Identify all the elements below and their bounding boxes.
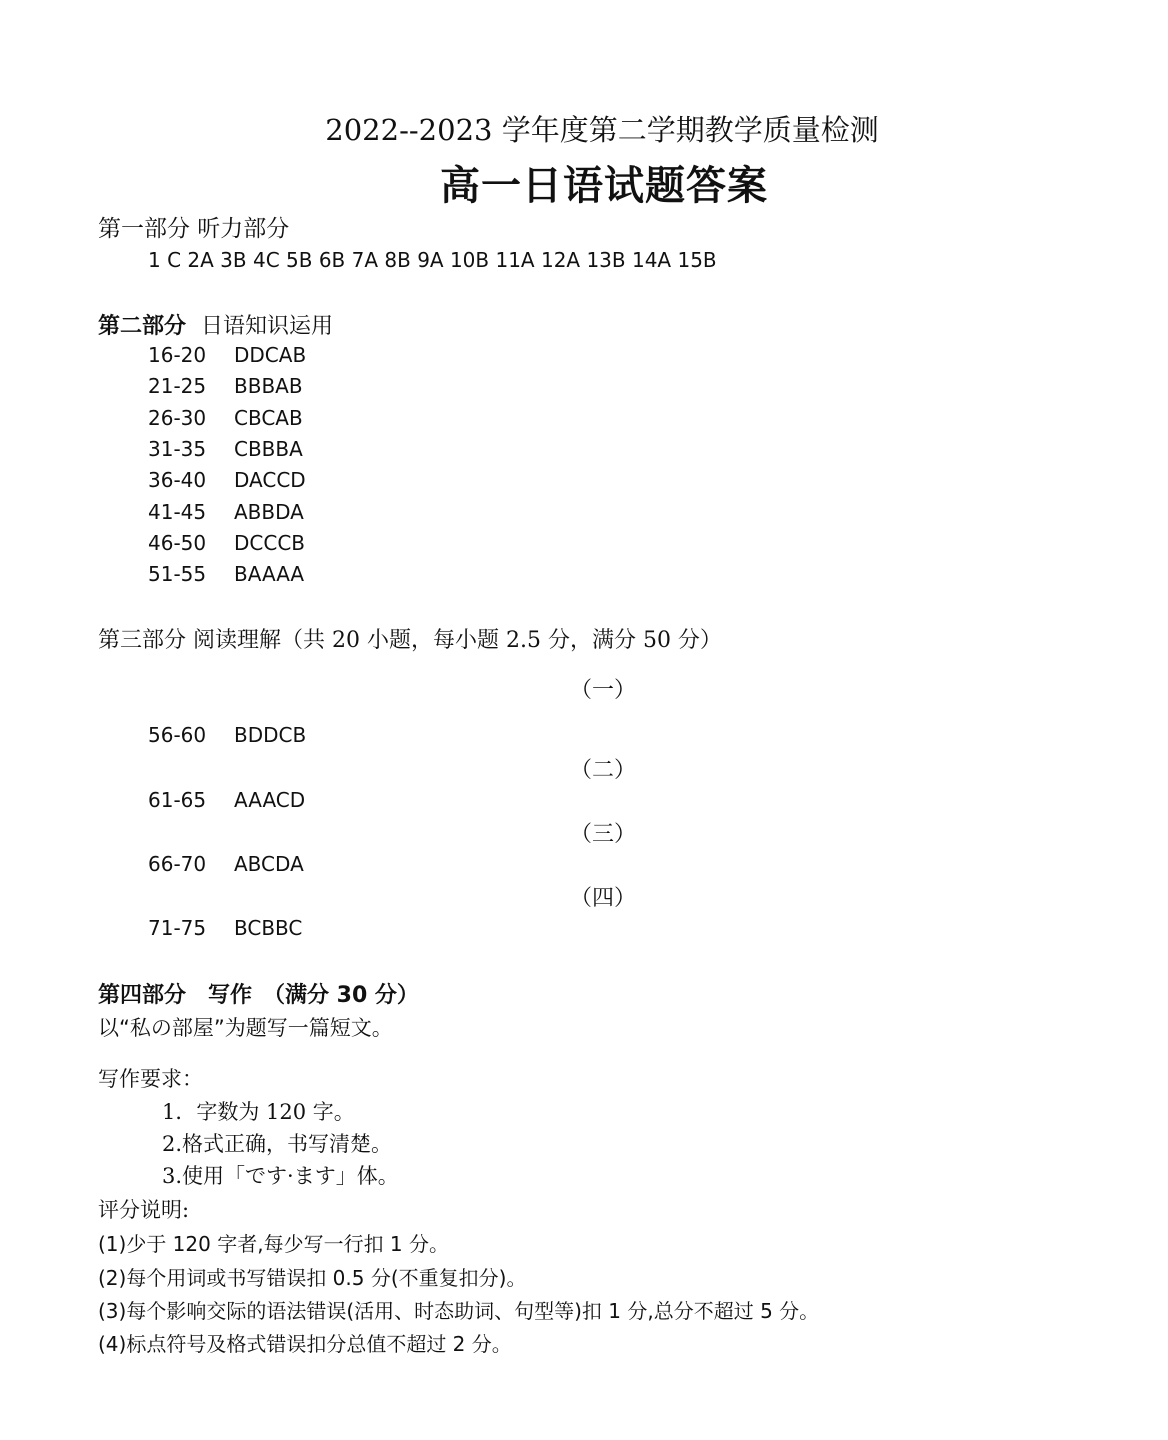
answer-value: BAAAA bbox=[234, 562, 305, 586]
answer-value: DCCCB bbox=[234, 531, 306, 555]
answer-value: CBBBA bbox=[234, 437, 303, 461]
part2-heading-text: 日语知识运用 bbox=[201, 314, 334, 339]
requirements-title: 写作要求： bbox=[98, 1067, 203, 1091]
answer-range: 66-70 bbox=[148, 852, 207, 876]
answer-value: CBCAB bbox=[234, 406, 303, 430]
answer-row bbox=[148, 374, 303, 398]
part1-heading: 第一部分 听力部分 bbox=[98, 216, 290, 242]
answer-row bbox=[148, 916, 302, 940]
answer-range: 61-65 bbox=[148, 788, 207, 812]
answer-range: 26-30 bbox=[148, 406, 207, 430]
answer-row bbox=[148, 437, 303, 461]
requirement-item: 1．字数为 120 字。 bbox=[162, 1100, 355, 1124]
answer-row bbox=[148, 406, 303, 430]
answer-range: 16-20 bbox=[148, 343, 207, 367]
reading-group-label: （四） bbox=[569, 886, 636, 911]
part2-heading-label: 第二部分 bbox=[98, 314, 187, 339]
scoring-item: (2)每个用词或书写错误扣 0.5 分(不重复扣分)。 bbox=[98, 1266, 527, 1290]
answer-range: 41-45 bbox=[148, 500, 207, 524]
answer-value: BCBBC bbox=[234, 916, 303, 940]
scoring-item: (4)标点符号及格式错误扣分总值不超过 2 分。 bbox=[98, 1332, 512, 1356]
answer-range: 51-55 bbox=[148, 562, 207, 586]
scoring-item: (3)每个影响交际的语法错误(活用、时态助词、句型等)扣 1 分,总分不超过 5 分。 bbox=[98, 1299, 820, 1323]
scoring-item: (1)少于 120 字者,每少写一行扣 1 分。 bbox=[98, 1232, 450, 1256]
requirement-item: 2.格式正确，书写清楚。 bbox=[162, 1132, 393, 1156]
answer-value: DACCD bbox=[234, 468, 306, 492]
answer-value: ABBDA bbox=[234, 500, 304, 524]
answer-value: ABCDA bbox=[234, 852, 304, 876]
part1-answers: 1 C 2A 3B 4C 5B 6B 7A 8B 9A 10B 11A 12A 13B 14A 15B bbox=[148, 248, 717, 272]
answer-range: 71-75 bbox=[148, 916, 207, 940]
answer-row bbox=[148, 343, 306, 367]
answer-row bbox=[148, 562, 304, 586]
reading-group-label: （一） bbox=[569, 678, 636, 703]
answer-value: DDCAB bbox=[234, 343, 307, 367]
document-title: 2022--2023 学年度第二学期教学质量检测 bbox=[325, 113, 879, 147]
reading-group-label: （三） bbox=[569, 822, 636, 847]
part2-heading bbox=[98, 309, 333, 340]
answer-value: BDDCB bbox=[234, 723, 307, 747]
answer-range: 36-40 bbox=[148, 468, 207, 492]
part3-heading: 第三部分 阅读理解（共 20 小题，每小题 2.5 分，满分 50 分） bbox=[98, 628, 722, 653]
answer-row bbox=[148, 531, 305, 555]
answer-range: 46-50 bbox=[148, 531, 207, 555]
writing-topic: 以“私の部屋”为题写一篇短文。 bbox=[98, 1016, 393, 1040]
answer-value: BBBAB bbox=[234, 374, 303, 398]
requirement-item: 3.使用「です·ます」体。 bbox=[162, 1164, 399, 1188]
answer-row bbox=[148, 788, 305, 812]
scoring-title: 评分说明: bbox=[98, 1198, 190, 1222]
answer-range: 31-35 bbox=[148, 437, 207, 461]
answer-row bbox=[148, 723, 306, 747]
reading-group-label: （二） bbox=[569, 758, 636, 783]
answer-row bbox=[148, 468, 306, 492]
answer-row bbox=[148, 852, 304, 876]
document-subtitle: 高一日语试题答案 bbox=[440, 163, 768, 209]
answer-range: 21-25 bbox=[148, 374, 207, 398]
part4-heading: 第四部分 写作 （满分 30 分） bbox=[98, 983, 419, 1008]
answer-value: AAACD bbox=[234, 788, 306, 812]
answer-range: 56-60 bbox=[148, 723, 207, 747]
answer-row bbox=[148, 500, 304, 524]
